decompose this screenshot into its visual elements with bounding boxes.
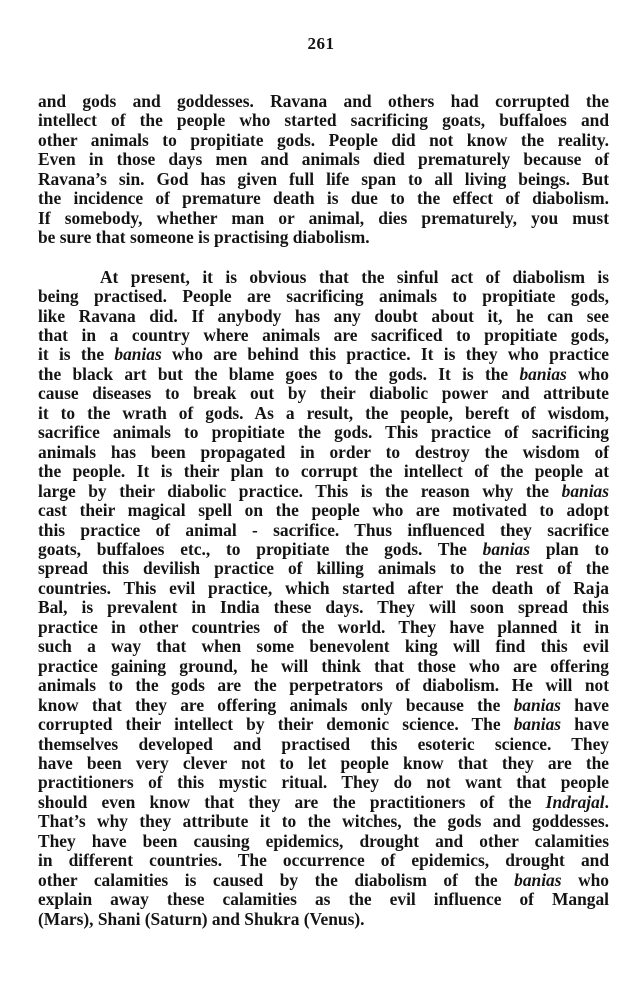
text-line: spread this devilish practice of killing animals to the rest of the <box>38 558 609 579</box>
text-line: have been very clever not to let people know that they are the <box>38 752 609 773</box>
text-line: be sure that someone is practising diabolism. <box>38 227 370 248</box>
text-line: corrupted their intellect by their demonic science. The banias have <box>38 714 609 735</box>
text-line: animals to the gods are the perpetrators of diabolism. He will not <box>38 675 609 696</box>
text-line: know that they are offering animals only because the banias have <box>38 694 609 715</box>
text-line: and gods and goddesses. Ravana and others had corrupted the <box>38 91 609 111</box>
text-line: cast their magical spell on the people who are motivated to adopt <box>38 500 609 521</box>
text-line: should even know that they are the practitioners of the Indrajal. <box>38 791 609 812</box>
text-line: that in a country where animals are sacrificed to propitiate gods, <box>38 324 609 345</box>
text-line: it is the banias who are behind this practice. It is they who practice <box>38 344 610 365</box>
text-line: goats, buffaloes etc., to propitiate the gods. The banias plan to <box>38 538 609 559</box>
text-line: like Ravana did. If anybody has any doubt about it, he can see <box>38 305 609 326</box>
text-line: the black art but the blame goes to the gods. It is the banias who <box>38 363 610 384</box>
text-line: practitioners of this mystic ritual. They do not want that people <box>38 772 609 793</box>
text-line: being practised. People are sacrificing animals to propitiate gods, <box>38 286 609 307</box>
text-line: Even in those days men and animals died prematurely because of <box>38 149 609 170</box>
text-line: it to the wrath of gods. As a result, the people, bereft of wisdom, <box>38 402 609 423</box>
paragraph <box>38 92 609 248</box>
text-line: practice in other countries of the world. They have planned it in <box>38 616 609 637</box>
text-line: animals has been propagated in order to destroy the wisdom of <box>38 441 609 462</box>
text-line: this practice of animal - sacrifice. Thus influenced they sacrifice <box>38 519 609 540</box>
text-line: in different countries. The occurrence of epidemics, drought and <box>38 850 609 871</box>
text-line: cause diseases to break out by their diabolic power and attribute <box>38 383 609 404</box>
paragraph <box>38 268 609 929</box>
text-line: other animals to propitiate gods. People did not know the reality. <box>38 129 609 150</box>
text-line: sacrifice animals to propitiate the gods. This practice of sacrificing <box>38 422 609 443</box>
text-line: (Mars), Shani (Saturn) and Shukra (Venus). <box>38 908 365 929</box>
text-line: That’s why they attribute it to the witches, the gods and goddesses. <box>38 811 609 832</box>
paragraph-gap <box>38 248 609 268</box>
text-line: explain away these calamities as the evil influence of Mangal <box>38 889 609 910</box>
text-line: Bal, is prevalent in India these days. They will soon spread this <box>38 597 609 618</box>
text-line: such a way that when some benevolent king will find this evil <box>38 636 609 657</box>
text-line: the people. It is their plan to corrupt the intellect of the people at <box>38 461 609 482</box>
text-line: Ravana’s sin. God has given full life span to all living beings. But <box>38 168 609 189</box>
text-line: the incidence of premature death is due to the effect of diabolism. <box>38 188 609 209</box>
text-line: themselves developed and practised this esoteric science. They <box>38 733 609 754</box>
text-line: At present, it is obvious that the sinful act of diabolism is <box>100 266 609 287</box>
text-line: If somebody, whether man or animal, dies prematurely, you must <box>38 207 609 228</box>
text-line: large by their diabolic practice. This is the reason why the banias <box>38 480 609 501</box>
text-line: countries. This evil practice, which started after the death of Raja <box>38 577 609 598</box>
body-text <box>38 92 609 929</box>
text-line: intellect of the people who started sacrificing goats, buffaloes and <box>38 110 609 131</box>
page-number: 261 <box>307 34 335 53</box>
text-line: other calamities is caused by the diabolism of the banias who <box>38 869 609 890</box>
text-line: practice gaining ground, he will think that those who are offering <box>38 655 609 676</box>
text-line: They have been causing epidemics, drought and other calamities <box>38 830 609 851</box>
